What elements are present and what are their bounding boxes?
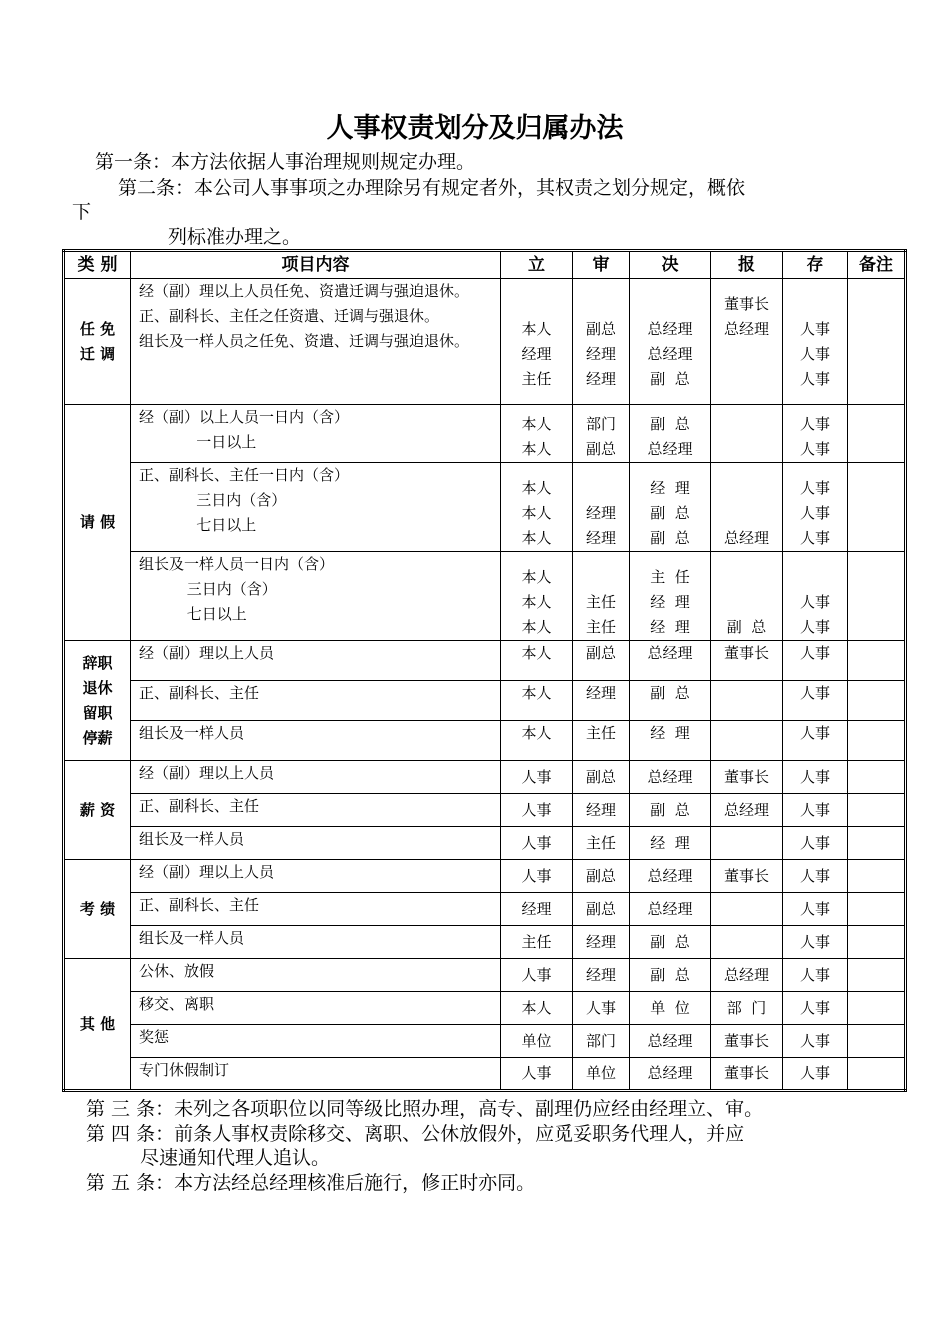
- article-2-line-3: 列标准办理之。: [168, 226, 302, 248]
- cun-cell: 人事: [783, 893, 848, 926]
- li-cell: 人事: [501, 827, 573, 860]
- item-cell: 正、副科长、主任一日内（含） 三日内（含） 七日以上: [131, 463, 501, 552]
- shen-cell: 主任: [573, 721, 630, 761]
- jue-cell: 副 总 总经理: [630, 405, 711, 463]
- table-row: [64, 926, 906, 959]
- cun-cell: 人事: [783, 761, 848, 794]
- note-cell: [848, 827, 906, 860]
- table-row: [64, 992, 906, 1025]
- jue-cell: 总经理 总经理 副 总: [630, 279, 711, 405]
- bao-cell: 董事长: [711, 1058, 783, 1091]
- shen-cell: 主任: [573, 827, 630, 860]
- item-cell: 组长及一样人员: [131, 721, 501, 761]
- jue-cell: 经 理: [630, 721, 711, 761]
- note-cell: [848, 279, 906, 405]
- header-jue: 决: [630, 251, 711, 279]
- table-row: [64, 405, 906, 463]
- table-row: [64, 279, 906, 405]
- shen-cell: 主任 主任: [573, 552, 630, 641]
- table-row: [64, 959, 906, 992]
- shen-cell: 单位: [573, 1058, 630, 1091]
- header-item: 项目内容: [131, 251, 501, 279]
- bao-cell: [711, 721, 783, 761]
- jue-cell: 主 任 经 理 经 理: [630, 552, 711, 641]
- li-cell: 人事: [501, 794, 573, 827]
- li-cell: 本人 本人 本人: [501, 463, 573, 552]
- note-cell: [848, 1025, 906, 1058]
- item-cell: 组长及一样人员: [131, 926, 501, 959]
- jue-cell: 经 理 副 总 副 总: [630, 463, 711, 552]
- jue-cell: 经 理: [630, 827, 711, 860]
- jue-cell: 总经理: [630, 893, 711, 926]
- category-cell: 任 免 迁 调: [64, 279, 131, 405]
- shen-cell: 经理: [573, 794, 630, 827]
- bao-cell: 董事长: [711, 761, 783, 794]
- li-cell: 单位: [501, 1025, 573, 1058]
- article-1: 第一条：本方法依据人事治理规则规定办理。: [95, 151, 476, 173]
- table-body: [64, 279, 906, 1091]
- shen-cell: 部门 副总: [573, 405, 630, 463]
- table-row: [64, 641, 906, 681]
- table-row: [64, 860, 906, 893]
- bao-cell: 副 总: [711, 552, 783, 641]
- cun-cell: 人事: [783, 794, 848, 827]
- bao-cell: 部 门: [711, 992, 783, 1025]
- shen-cell: 经理: [573, 926, 630, 959]
- article-4-line-2: 尽速通知代理人追认。: [140, 1147, 331, 1169]
- cun-cell: 人事 人事 人事: [783, 279, 848, 405]
- note-cell: [848, 959, 906, 992]
- table-row: [64, 761, 906, 794]
- note-cell: [848, 1058, 906, 1091]
- jue-cell: 总经理: [630, 860, 711, 893]
- header-note: 备注: [848, 251, 906, 279]
- shen-cell: 经理: [573, 959, 630, 992]
- category-cell: 请 假: [64, 405, 131, 641]
- cun-cell: 人事: [783, 992, 848, 1025]
- bao-cell: 总经理: [711, 463, 783, 552]
- item-cell: 移交、离职: [131, 992, 501, 1025]
- note-cell: [848, 893, 906, 926]
- table-row: [64, 794, 906, 827]
- cun-cell: 人事 人事: [783, 552, 848, 641]
- cun-cell: 人事: [783, 721, 848, 761]
- jue-cell: 副 总: [630, 681, 711, 721]
- jue-cell: 总经理: [630, 1025, 711, 1058]
- table-row: [64, 681, 906, 721]
- article-3: 第 三 条：未列之各项职位以同等级比照办理，高专、副理仍应经由经理立、审。: [86, 1098, 764, 1120]
- table-row: [64, 552, 906, 641]
- bao-cell: 总经理: [711, 794, 783, 827]
- page-title: 人事权责划分及归属办法: [326, 113, 624, 144]
- note-cell: [848, 721, 906, 761]
- li-cell: 本人 本人 本人: [501, 552, 573, 641]
- table-row: [64, 1058, 906, 1091]
- category-cell: 考 绩: [64, 860, 131, 959]
- li-cell: 本人: [501, 992, 573, 1025]
- note-cell: [848, 794, 906, 827]
- authority-table: [62, 249, 907, 1092]
- cun-cell: 人事: [783, 641, 848, 681]
- li-cell: 本人 本人: [501, 405, 573, 463]
- item-cell: 组长及一样人员: [131, 827, 501, 860]
- article-5: 第 五 条：本方法经总经理核准后施行，修正时亦同。: [86, 1172, 536, 1194]
- shen-cell: 副总: [573, 641, 630, 681]
- note-cell: [848, 463, 906, 552]
- jue-cell: 副 总: [630, 794, 711, 827]
- bao-cell: [711, 405, 783, 463]
- cun-cell: 人事: [783, 926, 848, 959]
- li-cell: 人事: [501, 860, 573, 893]
- article-2-line-1: 第二条：本公司人事事项之办理除另有规定者外，其权责之划分规定，概依: [118, 177, 746, 199]
- jue-cell: 总经理: [630, 761, 711, 794]
- cun-cell: 人事: [783, 1058, 848, 1091]
- jue-cell: 单 位: [630, 992, 711, 1025]
- li-cell: 本人: [501, 641, 573, 681]
- cun-cell: 人事 人事 人事: [783, 463, 848, 552]
- item-cell: 公休、放假: [131, 959, 501, 992]
- cun-cell: 人事: [783, 681, 848, 721]
- item-cell: 经（副）理以上人员: [131, 641, 501, 681]
- note-cell: [848, 552, 906, 641]
- category-cell: 薪 资: [64, 761, 131, 860]
- shen-cell: 部门: [573, 1025, 630, 1058]
- bao-cell: 总经理: [711, 959, 783, 992]
- note-cell: [848, 681, 906, 721]
- category-cell: 辞职 退休 留职 停薪: [64, 641, 131, 761]
- bao-cell: 董事长: [711, 860, 783, 893]
- item-cell: 经（副）理以上人员任免、资遣迁调与强迫退休。 正、副科长、主任之任资遣、迁调与强退休。 组长及一样人员之任免、资遣、迁调与强迫退休。: [131, 279, 501, 405]
- shen-cell: 经理: [573, 681, 630, 721]
- bao-cell: 董事长 总经理: [711, 279, 783, 405]
- li-cell: 经理: [501, 893, 573, 926]
- article-4-line-1: 第 四 条：前条人事权责除移交、离职、公休放假外，应觅妥职务代理人，并应: [86, 1123, 745, 1145]
- table-row: [64, 827, 906, 860]
- header-li: 立: [501, 251, 573, 279]
- item-cell: 经（副）理以上人员: [131, 860, 501, 893]
- li-cell: 本人: [501, 721, 573, 761]
- table-row: [64, 1025, 906, 1058]
- li-cell: 人事: [501, 761, 573, 794]
- header-cun: 存: [783, 251, 848, 279]
- cun-cell: 人事: [783, 1025, 848, 1058]
- li-cell: 本人 经理 主任: [501, 279, 573, 405]
- note-cell: [848, 860, 906, 893]
- item-cell: 正、副科长、主任: [131, 794, 501, 827]
- li-cell: 人事: [501, 1058, 573, 1091]
- category-cell: 其 他: [64, 959, 131, 1091]
- table-row: [64, 463, 906, 552]
- note-cell: [848, 926, 906, 959]
- note-cell: [848, 405, 906, 463]
- bao-cell: [711, 893, 783, 926]
- header-shen: 审: [573, 251, 630, 279]
- jue-cell: 副 总: [630, 959, 711, 992]
- item-cell: 经（副）以上人员一日内（含） 一日以上: [131, 405, 501, 463]
- article-2-line-2: 下: [72, 201, 92, 223]
- shen-cell: 副总: [573, 893, 630, 926]
- jue-cell: 总经理: [630, 1058, 711, 1091]
- note-cell: [848, 761, 906, 794]
- shen-cell: 副总: [573, 761, 630, 794]
- header-category: 类 别: [64, 251, 131, 279]
- cun-cell: 人事: [783, 959, 848, 992]
- note-cell: [848, 641, 906, 681]
- bao-cell: 董事长: [711, 641, 783, 681]
- bao-cell: [711, 681, 783, 721]
- item-cell: 奖惩: [131, 1025, 501, 1058]
- item-cell: 经（副）理以上人员: [131, 761, 501, 794]
- li-cell: 主任: [501, 926, 573, 959]
- cun-cell: 人事: [783, 827, 848, 860]
- li-cell: 人事: [501, 959, 573, 992]
- bao-cell: 董事长: [711, 1025, 783, 1058]
- cun-cell: 人事 人事: [783, 405, 848, 463]
- shen-cell: 经理 经理: [573, 463, 630, 552]
- header-bao: 报: [711, 251, 783, 279]
- jue-cell: 副 总: [630, 926, 711, 959]
- item-cell: 组长及一样人员一日内（含） 三日内（含） 七日以上: [131, 552, 501, 641]
- bao-cell: [711, 926, 783, 959]
- shen-cell: 副总 经理 经理: [573, 279, 630, 405]
- table-header-row: [64, 251, 906, 279]
- item-cell: 正、副科长、主任: [131, 681, 501, 721]
- item-cell: 正、副科长、主任: [131, 893, 501, 926]
- li-cell: 本人: [501, 681, 573, 721]
- cun-cell: 人事: [783, 860, 848, 893]
- item-cell: 专门休假制订: [131, 1058, 501, 1091]
- table-row: [64, 893, 906, 926]
- note-cell: [848, 992, 906, 1025]
- table-row: [64, 721, 906, 761]
- jue-cell: 总经理: [630, 641, 711, 681]
- bao-cell: [711, 827, 783, 860]
- shen-cell: 副总: [573, 860, 630, 893]
- shen-cell: 人事: [573, 992, 630, 1025]
